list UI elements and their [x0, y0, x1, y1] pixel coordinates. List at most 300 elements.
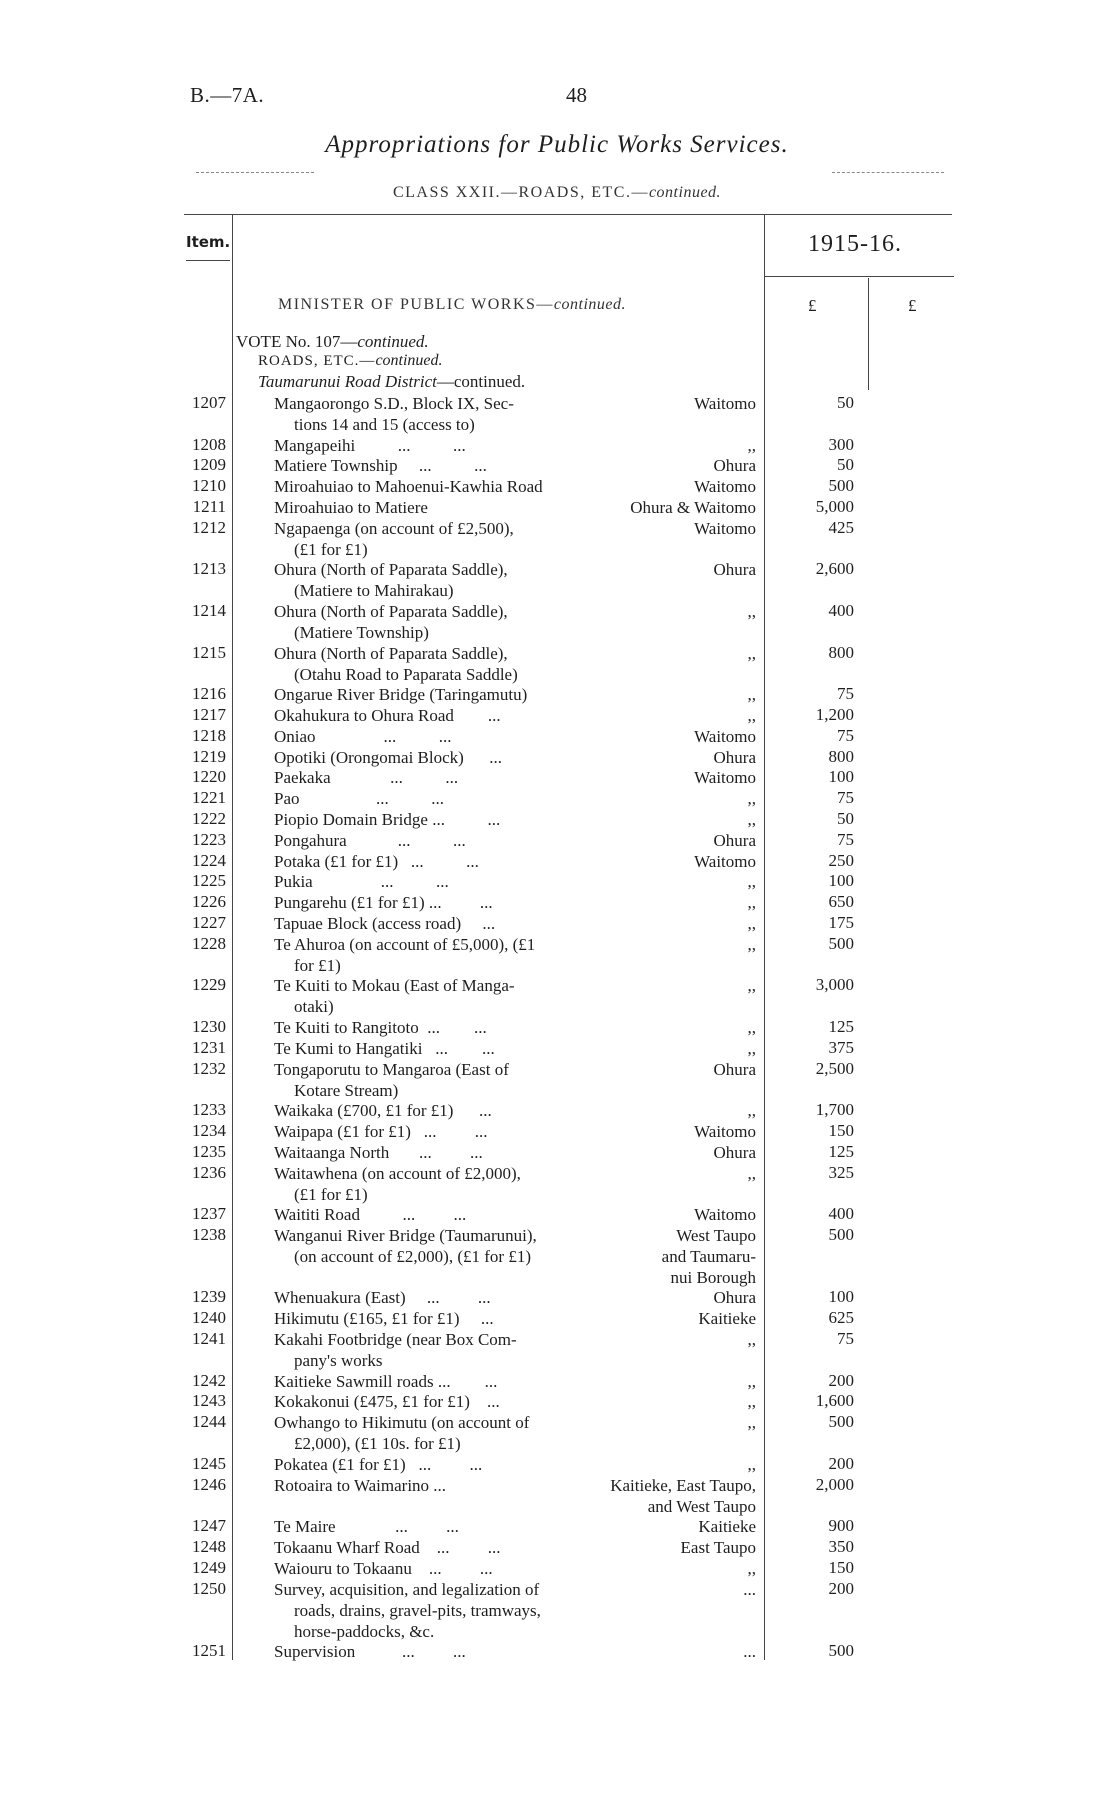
item-amount: 125 — [828, 1141, 854, 1161]
item-amount: 500 — [828, 1412, 854, 1432]
roads-subheading-continued: continued. — [375, 352, 443, 369]
table-row — [0, 747, 1114, 768]
table-row — [0, 1558, 1114, 1579]
ministry-heading-main: MINISTER OF PUBLIC WORKS— — [278, 296, 554, 313]
item-description — [274, 726, 452, 747]
title-rule-left — [196, 172, 314, 173]
item-number: 1208 — [192, 434, 226, 454]
item-description — [274, 1412, 529, 1454]
item-amount: 2,600 — [815, 559, 854, 579]
table-row — [0, 497, 1114, 518]
roads-subheading — [258, 352, 443, 370]
item-description — [274, 767, 458, 788]
item-description — [274, 809, 500, 830]
ministry-heading-continued: continued. — [553, 296, 626, 313]
item-district: Waitomo — [694, 1205, 756, 1225]
item-amount: 50 — [837, 809, 854, 828]
description-line: Miroahuiao to Matiere — [274, 498, 428, 517]
item-amount: 200 — [828, 1578, 854, 1598]
item-description — [274, 1287, 491, 1308]
item-amount: 500 — [828, 1641, 854, 1660]
table-row — [0, 517, 1114, 559]
item-district: Ohura — [713, 1142, 756, 1162]
description-line: Pungarehu (£1 for £1) ... ... — [274, 893, 493, 913]
item-district: ,, — [747, 602, 756, 621]
item-amount: 1,600 — [815, 1391, 854, 1411]
item-description — [274, 1371, 497, 1392]
ministry-heading — [278, 296, 626, 314]
description-line: pany's works — [294, 1351, 383, 1370]
item-number: 1224 — [192, 850, 226, 870]
item-amount: 200 — [828, 1453, 854, 1473]
description-line: Tongaporutu to Mangaroa (East of — [274, 1059, 509, 1079]
item-description — [274, 1391, 500, 1412]
item-district: Waitomo — [694, 394, 756, 413]
item-description — [274, 1204, 466, 1225]
item-description — [274, 913, 495, 934]
item-description — [274, 684, 527, 705]
item-district: ,, — [747, 934, 756, 954]
description-line: Hikimutu (£165, £1 for £1) ... — [274, 1309, 494, 1329]
item-description — [274, 1059, 509, 1101]
item-district: ,, — [747, 685, 756, 705]
description-line: Waipapa (£1 for £1) ... ... — [274, 1122, 488, 1141]
item-amount: 3,000 — [815, 975, 854, 995]
item-district: ,, — [747, 1018, 756, 1037]
item-description — [274, 1454, 482, 1475]
second-column-rule — [868, 278, 869, 390]
item-district: ,, — [747, 914, 756, 933]
item-district: Kaitieke — [698, 1517, 756, 1537]
item-description — [274, 497, 428, 518]
table-row — [0, 1100, 1114, 1121]
description-line: Ohura (North of Paparata Saddle), — [274, 602, 508, 621]
description-line: otaki) — [294, 997, 334, 1017]
title-rule-right — [832, 172, 944, 173]
vote-heading-main: VOTE No. 107— — [236, 332, 358, 351]
table-row — [0, 393, 1114, 434]
table-row — [0, 1454, 1114, 1475]
description-line: Whenuakura (East) ... ... — [274, 1288, 491, 1308]
table-row — [0, 1641, 1114, 1662]
item-description — [274, 1558, 493, 1579]
item-district: Waitomo — [694, 518, 756, 538]
description-line: (Otahu Road to Paparata Saddle) — [294, 664, 518, 684]
table-row — [0, 830, 1114, 851]
item-number: 1218 — [192, 725, 226, 745]
item-amount: 75 — [837, 725, 854, 745]
description-line: for £1) — [294, 955, 341, 975]
item-amount: 5,000 — [815, 497, 854, 516]
item-district: ,, — [747, 976, 756, 996]
table-row — [0, 975, 1114, 1017]
item-district: Ohura & Waitomo — [630, 498, 756, 517]
item-district: ,, — [747, 872, 756, 892]
table-row — [0, 1142, 1114, 1163]
item-number: 1234 — [192, 1121, 226, 1140]
table-row — [0, 559, 1114, 601]
item-description — [274, 1641, 466, 1662]
table-row — [0, 851, 1114, 872]
description-line: Pokatea (£1 for £1) ... ... — [274, 1454, 483, 1474]
table-row — [0, 1412, 1114, 1454]
item-number: 1241 — [192, 1329, 226, 1348]
item-district: Ohura — [713, 456, 756, 476]
description-line: Waitawhena (on account of £2,000), — [274, 1163, 521, 1183]
description-line: Mangapeihi ... ... — [274, 435, 466, 455]
description-line: Pao ... ... — [274, 789, 444, 809]
item-description — [274, 455, 487, 476]
item-amount: 250 — [828, 850, 854, 870]
table-row — [0, 1225, 1114, 1287]
item-district: ,, — [747, 643, 756, 663]
item-amount: 175 — [828, 913, 854, 932]
item-description — [274, 393, 514, 435]
description-line: Te Maire ... ... — [274, 1517, 459, 1537]
item-column-header: Item. — [186, 233, 231, 251]
item-number: 1207 — [192, 393, 226, 412]
item-amount: 1,700 — [815, 1100, 854, 1120]
item-number: 1227 — [192, 913, 226, 932]
description-line: (Matiere Township) — [294, 623, 429, 642]
item-amount: 100 — [828, 871, 854, 891]
description-line: (Matiere to Mahirakau) — [294, 581, 454, 601]
table-row — [0, 435, 1114, 456]
description-line: Opotiki (Orongomai Block) ... — [274, 747, 503, 767]
item-description — [274, 788, 444, 809]
item-district: ,, — [747, 789, 756, 809]
item-amount: 75 — [837, 1329, 854, 1348]
item-description — [274, 705, 501, 726]
table-row — [0, 726, 1114, 747]
table-row — [0, 1516, 1114, 1537]
item-number: 1209 — [192, 455, 226, 475]
item-amount: 800 — [828, 746, 854, 766]
table-row — [0, 1017, 1114, 1038]
item-number: 1245 — [192, 1453, 226, 1473]
item-district: ,, — [747, 1371, 756, 1391]
description-line: Potaka (£1 for £1) ... ... — [274, 851, 479, 871]
item-amount: 900 — [828, 1516, 854, 1536]
description-line: Pukia ... ... — [274, 872, 449, 892]
item-district: ,, — [747, 1163, 756, 1183]
description-line: Ngapaenga (on account of £2,500), — [274, 518, 514, 538]
item-number: 1251 — [192, 1641, 226, 1660]
description-line: £2,000), (£1 10s. for £1) — [294, 1434, 461, 1454]
district-heading — [258, 372, 525, 392]
table-row — [0, 1287, 1114, 1308]
description-line: Wanganui River Bridge (Taumarunui), — [274, 1226, 537, 1245]
year-column-header: 1915-16. — [808, 231, 902, 257]
document-reference: B.—7A. — [190, 83, 265, 107]
item-district: ,, — [747, 1330, 756, 1349]
description-line: roads, drains, gravel-pits, tramways, — [294, 1600, 541, 1620]
item-amount: 500 — [828, 933, 854, 953]
item-district: Ohura — [713, 747, 756, 767]
item-description — [274, 1579, 541, 1642]
item-description — [274, 1017, 487, 1038]
item-district: ,, — [747, 1558, 756, 1578]
description-line: Waititi Road ... ... — [274, 1205, 467, 1225]
item-number: 1231 — [192, 1037, 226, 1057]
item-description — [274, 1225, 537, 1267]
vote-heading-continued: continued. — [357, 332, 429, 351]
item-district: Waitomo — [694, 726, 756, 746]
item-district: East Taupo — [680, 1538, 756, 1557]
item-number: 1235 — [192, 1141, 226, 1161]
item-number: 1211 — [192, 497, 226, 516]
item-number: 1238 — [192, 1225, 226, 1244]
item-number: 1219 — [192, 746, 226, 766]
item-district: Ohura — [713, 560, 756, 580]
description-line: (£1 for £1) — [294, 1184, 368, 1204]
item-district: West Taupo and Taumaru- nui Borough — [661, 1226, 756, 1287]
description-line: tions 14 and 15 (access to) — [294, 415, 475, 434]
item-description — [274, 1142, 483, 1163]
item-district: ... — [743, 1642, 756, 1661]
item-amount: 625 — [828, 1308, 854, 1328]
description-line: Survey, acquisition, and legalization of — [274, 1579, 540, 1599]
district-heading-main: Taumarunui Road District — [258, 372, 437, 391]
table-row — [0, 601, 1114, 642]
item-district: ,, — [747, 1101, 756, 1121]
table-row — [0, 1537, 1114, 1558]
item-amount: 400 — [828, 1204, 854, 1224]
description-line: Kotare Stream) — [294, 1080, 399, 1100]
item-description — [274, 1121, 487, 1142]
item-district: ,, — [747, 706, 756, 725]
item-number: 1244 — [192, 1412, 226, 1432]
item-amount: 1,200 — [815, 705, 854, 724]
item-amount: 500 — [828, 1225, 854, 1244]
item-number: 1212 — [192, 517, 226, 537]
item-description — [274, 851, 479, 872]
item-amount: 375 — [828, 1037, 854, 1057]
item-amount: 650 — [828, 892, 854, 912]
item-number: 1223 — [192, 829, 226, 849]
description-line: Oniao ... ... — [274, 726, 452, 746]
table-row — [0, 809, 1114, 830]
item-number: 1237 — [192, 1204, 226, 1224]
item-amount: 100 — [828, 1287, 854, 1307]
table-row — [0, 1391, 1114, 1412]
item-description — [274, 1329, 517, 1371]
description-line: Waikaka (£700, £1 for £1) ... — [274, 1101, 492, 1121]
item-district: ,, — [747, 810, 756, 829]
item-district: ,, — [747, 435, 756, 455]
item-number: 1239 — [192, 1287, 226, 1307]
table-row — [0, 913, 1114, 934]
item-number: 1220 — [192, 767, 226, 787]
page-number: 48 — [566, 83, 587, 107]
item-description — [274, 1475, 446, 1496]
table-row — [0, 871, 1114, 892]
item-amount: 2,000 — [815, 1474, 854, 1494]
item-amount: 75 — [837, 684, 854, 704]
item-district: Waitomo — [694, 1122, 756, 1141]
table-row — [0, 767, 1114, 788]
item-district: ,, — [747, 1392, 756, 1412]
description-line: Waitaanga North ... ... — [274, 1142, 483, 1162]
class-heading — [0, 184, 1114, 202]
table-row — [0, 933, 1114, 975]
item-description — [274, 871, 449, 892]
item-number: 1250 — [192, 1578, 226, 1598]
item-number: 1216 — [192, 684, 226, 704]
item-description — [274, 643, 518, 685]
item-description — [274, 601, 508, 643]
description-line: horse-paddocks, &c. — [294, 1621, 435, 1641]
table-row — [0, 684, 1114, 705]
class-heading-main: CLASS XXII.—ROADS, ETC.— — [392, 184, 649, 201]
item-amount: 50 — [837, 455, 854, 475]
description-line: Paekaka ... ... — [274, 768, 459, 788]
item-number: 1213 — [192, 559, 226, 579]
item-district: Ohura — [713, 1059, 756, 1079]
table-row — [0, 705, 1114, 726]
item-amount: 325 — [828, 1162, 854, 1182]
table-row — [0, 642, 1114, 684]
item-description — [274, 1516, 459, 1537]
item-number: 1232 — [192, 1058, 226, 1078]
item-number: 1248 — [192, 1537, 226, 1556]
roads-subheading-main: ROADS, ETC.— — [258, 353, 376, 369]
item-amount: 350 — [828, 1537, 854, 1556]
item-district: ... — [743, 1579, 756, 1599]
item-description — [274, 1308, 494, 1329]
description-line: Pongahura ... ... — [274, 830, 466, 850]
table-row — [0, 1578, 1114, 1641]
item-amount: 300 — [828, 434, 854, 454]
table-row — [0, 1058, 1114, 1100]
item-amount: 50 — [837, 393, 854, 412]
description-line: (on account of £2,000), (£1 for £1) — [294, 1247, 531, 1266]
description-line: Ohura (North of Paparata Saddle), — [274, 643, 508, 663]
item-number: 1230 — [192, 1017, 226, 1036]
vote-heading — [236, 332, 429, 352]
item-number: 1243 — [192, 1391, 226, 1411]
item-district: Kaitieke, East Taupo, and West Taupo — [610, 1475, 756, 1516]
description-line: Ohura (North of Paparata Saddle), — [274, 560, 508, 580]
description-line: Okahukura to Ohura Road ... — [274, 706, 501, 725]
item-amount: 800 — [828, 642, 854, 662]
description-line: Mangaorongo S.D., Block IX, Sec- — [274, 394, 514, 413]
item-district: Waitomo — [694, 768, 756, 788]
item-header-underline — [186, 260, 230, 261]
item-amount: 75 — [837, 829, 854, 849]
item-number: 1222 — [192, 809, 226, 828]
item-description — [274, 1537, 501, 1558]
table-row — [0, 892, 1114, 913]
description-line: Te Kuiti to Mokau (East of Manga- — [274, 976, 515, 996]
item-district: Waitomo — [694, 477, 756, 497]
item-amount: 125 — [828, 1017, 854, 1036]
item-amount: 150 — [828, 1557, 854, 1577]
description-line: Rotoaira to Waimarino ... — [274, 1475, 447, 1495]
item-district: Ohura — [713, 1288, 756, 1308]
table-row — [0, 1121, 1114, 1142]
table-row — [0, 455, 1114, 476]
table-row — [0, 1308, 1114, 1329]
item-amount: 425 — [828, 517, 854, 537]
description-line: Piopio Domain Bridge ... ... — [274, 810, 501, 829]
year-header-underline — [764, 276, 954, 277]
description-line: Te Kumi to Hangatiki ... ... — [274, 1038, 495, 1058]
description-line: Matiere Township ... ... — [274, 456, 487, 476]
item-description — [274, 934, 535, 976]
item-district: Kaitieke — [698, 1309, 756, 1329]
item-number: 1246 — [192, 1474, 226, 1494]
table-row — [0, 788, 1114, 809]
description-line: Te Ahuroa (on account of £5,000), (£1 — [274, 934, 536, 954]
table-row — [0, 1329, 1114, 1370]
item-amount: 150 — [828, 1121, 854, 1140]
item-number: 1236 — [192, 1162, 226, 1182]
item-number: 1214 — [192, 601, 226, 620]
item-number: 1226 — [192, 892, 226, 912]
class-heading-continued: continued. — [648, 184, 722, 201]
item-description — [274, 476, 543, 497]
item-number: 1215 — [192, 642, 226, 662]
description-line: Te Kuiti to Rangitoto ... ... — [274, 1018, 487, 1037]
description-line: Waiouru to Tokaanu ... ... — [274, 1558, 493, 1578]
item-district: ,, — [747, 1038, 756, 1058]
description-line: Kokakonui (£475, £1 for £1) ... — [274, 1392, 500, 1412]
item-number: 1240 — [192, 1308, 226, 1328]
item-amount: 400 — [828, 601, 854, 620]
table-row — [0, 1038, 1114, 1059]
table-row — [0, 1204, 1114, 1225]
item-description — [274, 518, 514, 560]
item-amount: 2,500 — [815, 1058, 854, 1078]
page-title: Appropriations for Public Works Services. — [325, 131, 789, 158]
pound-sign-column-2: £ — [908, 296, 917, 315]
item-description — [274, 1038, 495, 1059]
description-line: Tapuae Block (access road) ... — [274, 914, 496, 933]
description-line: Ongarue River Bridge (Taringamutu) — [274, 685, 528, 705]
item-description — [274, 1163, 521, 1205]
item-number: 1217 — [192, 705, 226, 724]
table-row — [0, 1474, 1114, 1516]
item-number: 1242 — [192, 1370, 226, 1390]
item-number: 1225 — [192, 871, 226, 891]
description-line: Supervision ... ... — [274, 1642, 466, 1661]
item-number: 1233 — [192, 1100, 226, 1120]
item-number: 1228 — [192, 933, 226, 953]
description-line: Kakahi Footbridge (near Box Com- — [274, 1330, 517, 1349]
pound-sign-column-1: £ — [808, 296, 817, 315]
table-top-rule — [184, 214, 952, 215]
item-description — [274, 1100, 492, 1121]
item-description — [274, 892, 493, 913]
description-line: (£1 for £1) — [294, 539, 368, 559]
table-row — [0, 1162, 1114, 1204]
item-number: 1229 — [192, 975, 226, 995]
item-number: 1210 — [192, 476, 226, 496]
description-line: Miroahuiao to Mahoenui-Kawhia Road — [274, 477, 543, 497]
item-amount: 500 — [828, 476, 854, 496]
item-amount: 100 — [828, 767, 854, 787]
item-district: ,, — [747, 1413, 756, 1433]
item-district: ,, — [747, 1454, 756, 1474]
item-district: Ohura — [713, 830, 756, 850]
item-number: 1249 — [192, 1557, 226, 1577]
item-number: 1247 — [192, 1516, 226, 1536]
item-description — [274, 435, 466, 456]
item-amount: 200 — [828, 1370, 854, 1390]
item-amount: 75 — [837, 788, 854, 808]
table-row — [0, 476, 1114, 497]
